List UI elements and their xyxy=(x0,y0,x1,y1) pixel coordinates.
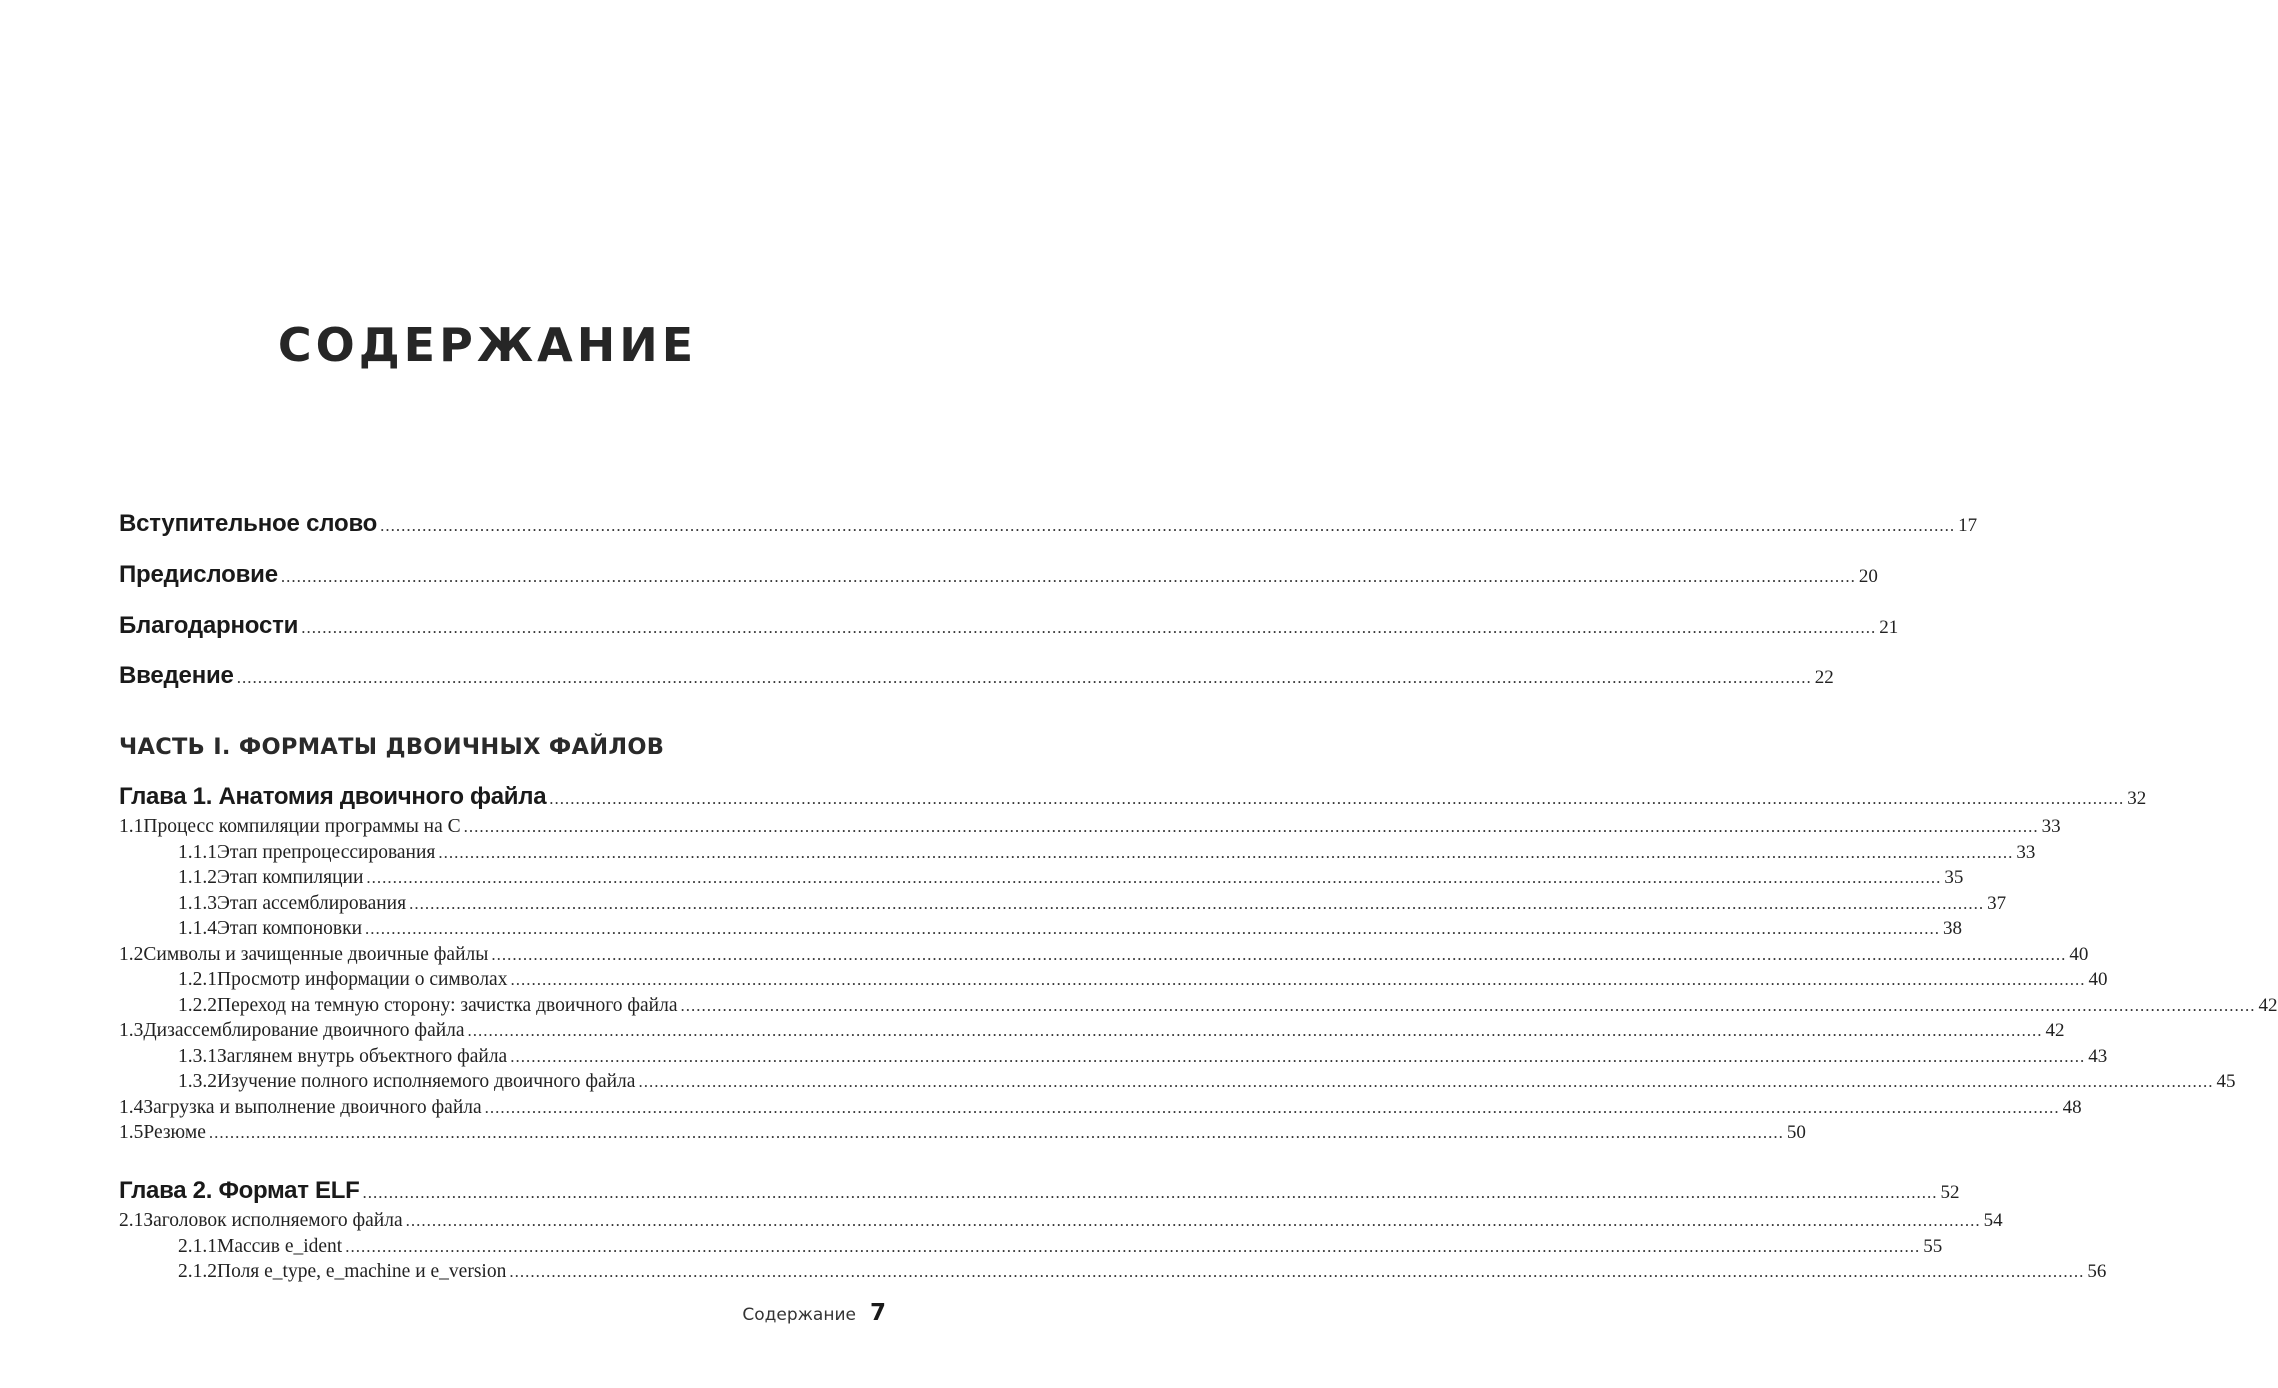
dot-leader: ............................................................................................................................................................................................................................................................................................................ xyxy=(509,1262,2085,1281)
toc-subsection-entry[interactable] xyxy=(178,918,1963,940)
page-number: 7 xyxy=(869,1300,886,1326)
toc-page-number: 52 xyxy=(1940,1182,1960,1203)
dot-leader: ............................................................................................................................................................................................................................................................................................................ xyxy=(409,894,1985,913)
toc-page-number: 37 xyxy=(1987,893,2007,914)
toc-subsection-entry[interactable] xyxy=(178,842,2036,864)
section-title: Этап компиляции xyxy=(217,867,364,888)
dot-leader: ............................................................................................................................................................................................................................................................................................................ xyxy=(680,996,2256,1015)
dot-leader: ............................................................................................................................................................................................................................................................................................................ xyxy=(405,1211,1981,1230)
section-number: 2.1.1 xyxy=(178,1236,217,1257)
toc-page-number: 50 xyxy=(1786,1122,1806,1143)
toc-page-number: 38 xyxy=(1943,918,1963,939)
dot-leader: ............................................................................................................................................................................................................................................................................................................ xyxy=(549,789,2125,808)
toc-section-entry[interactable] xyxy=(119,944,2089,966)
section-number: 1.2.1 xyxy=(178,969,217,990)
toc-subsection-entry[interactable] xyxy=(178,995,2278,1017)
section-number: 1.4 xyxy=(119,1097,144,1118)
section-number: 1.5 xyxy=(119,1122,144,1143)
toc-page-number: 45 xyxy=(2216,1071,2236,1092)
section-title: Процесс компиляции программы на C xyxy=(143,816,461,837)
dot-leader: ............................................................................................................................................................................................................................................................................................................ xyxy=(345,1237,1921,1256)
toc-section-entry[interactable] xyxy=(119,1097,2082,1119)
section-number: 1.1.4 xyxy=(178,918,217,939)
section-number: 1.3 xyxy=(119,1020,144,1041)
section-number: 1.1.2 xyxy=(178,867,217,888)
toc-page-number: 48 xyxy=(2062,1097,2082,1118)
toc-entry-label: Предисловие xyxy=(119,561,278,588)
toc-page-number: 17 xyxy=(1958,515,1978,536)
section-number: 1.2.2 xyxy=(178,995,217,1016)
section-number: 1.2 xyxy=(119,944,144,965)
section-number: 1.1.1 xyxy=(178,842,217,863)
toc-page-number: 33 xyxy=(2041,816,2061,837)
running-footer-label: Содержание xyxy=(742,1305,856,1325)
section-number: 2.1.2 xyxy=(178,1261,217,1282)
toc-page-number: 32 xyxy=(2127,788,2147,809)
dot-leader: ............................................................................................................................................................................................................................................................................................................ xyxy=(484,1098,2060,1117)
section-title: Резюме xyxy=(143,1122,206,1143)
toc-page-number: 20 xyxy=(1858,566,1878,587)
section-title: Переход на темную сторону: зачистка двоичного файла xyxy=(217,995,678,1016)
toc-page-number: 40 xyxy=(2069,944,2089,965)
dot-leader: ............................................................................................................................................................................................................................................................................................................ xyxy=(638,1072,2214,1091)
toc-page-number: 54 xyxy=(1983,1210,2003,1231)
toc-page-number: 42 xyxy=(2258,995,2278,1016)
toc-page-number: 21 xyxy=(1879,617,1899,638)
toc-section-entry[interactable] xyxy=(119,816,2061,838)
section-title: Дизассемблирование двоичного файла xyxy=(143,1020,465,1041)
section-title: Загрузка и выполнение двоичного файла xyxy=(143,1097,482,1118)
toc-page-number: 22 xyxy=(1814,667,1834,688)
part-heading: ЧАСТЬ I. ФОРМАТЫ ДВОИЧНЫХ ФАЙЛОВ xyxy=(119,734,665,760)
toc-subsection-entry[interactable] xyxy=(178,867,1964,889)
section-title: Массив e_ident xyxy=(217,1236,343,1257)
chapter-title: Глава 1. Анатомия двоичного файла xyxy=(119,783,547,810)
section-number: 1.3.2 xyxy=(178,1071,217,1092)
toc-page-number: 43 xyxy=(2088,1046,2108,1067)
toc-entry-label: Благодарности xyxy=(119,612,299,639)
section-title: Этап препроцессирования xyxy=(217,842,436,863)
toc-subsection-entry[interactable] xyxy=(178,1071,2236,1093)
dot-leader: ............................................................................................................................................................................................................................................................................................................ xyxy=(208,1123,1784,1142)
section-title: Изучение полного исполняемого двоичного файла xyxy=(217,1071,636,1092)
section-title: Этап компоновки xyxy=(217,918,363,939)
dot-leader: ............................................................................................................................................................................................................................................................................................................ xyxy=(510,1047,2086,1066)
dot-leader: ............................................................................................................................................................................................................................................................................................................ xyxy=(236,668,1812,687)
section-number: 1.1.3 xyxy=(178,893,217,914)
toc-subsection-entry[interactable] xyxy=(178,1236,1943,1258)
dot-leader: ............................................................................................................................................................................................................................................................................................................ xyxy=(362,1183,1938,1202)
toc-subsection-entry[interactable] xyxy=(178,969,2108,991)
dot-leader: ............................................................................................................................................................................................................................................................................................................ xyxy=(491,945,2067,964)
dot-leader: ............................................................................................................................................................................................................................................................................................................ xyxy=(380,516,1956,535)
toc-front-entry[interactable] xyxy=(119,561,1878,589)
toc-front-entry[interactable] xyxy=(119,510,1978,538)
toc-entry-label: Вступительное слово xyxy=(119,510,378,537)
toc-subsection-entry[interactable] xyxy=(178,1261,2107,1283)
page-title: СОДЕРЖАНИЕ xyxy=(277,318,698,372)
dot-leader: ............................................................................................................................................................................................................................................................................................................ xyxy=(366,868,1942,887)
dot-leader: ............................................................................................................................................................................................................................................................................................................ xyxy=(467,1021,2043,1040)
dot-leader: ............................................................................................................................................................................................................................................................................................................ xyxy=(463,817,2039,836)
toc-page-number: 35 xyxy=(1944,867,1964,888)
toc-section-entry[interactable] xyxy=(119,1020,2065,1042)
section-title: Символы и зачищенные двоичные файлы xyxy=(143,944,489,965)
section-title: Просмотр информации о символах xyxy=(217,969,508,990)
dot-leader: ............................................................................................................................................................................................................................................................................................................ xyxy=(365,919,1941,938)
section-number: 1.3.1 xyxy=(178,1046,217,1067)
toc-front-entry[interactable] xyxy=(119,662,1834,690)
toc-page-number: 40 xyxy=(2088,969,2108,990)
toc-section-entry[interactable] xyxy=(119,1210,2003,1232)
toc-front-entry[interactable] xyxy=(119,612,1899,640)
toc-chapter-entry[interactable] xyxy=(119,1177,1960,1205)
toc-page-number: 56 xyxy=(2087,1261,2107,1282)
dot-leader: ............................................................................................................................................................................................................................................................................................................ xyxy=(301,618,1877,637)
toc-chapter-entry[interactable] xyxy=(119,783,2147,811)
toc-entry-label: Введение xyxy=(119,662,234,689)
section-number: 2.1 xyxy=(119,1210,144,1231)
toc-subsection-entry[interactable] xyxy=(178,893,2007,915)
chapter-title: Глава 2. Формат ELF xyxy=(119,1177,360,1204)
section-title: Заголовок исполняемого файла xyxy=(143,1210,403,1231)
section-title: Поля e_type, e_machine и e_version xyxy=(217,1261,507,1282)
dot-leader: ............................................................................................................................................................................................................................................................................................................ xyxy=(280,567,1856,586)
toc-page-number: 42 xyxy=(2045,1020,2065,1041)
toc-page-number: 33 xyxy=(2016,842,2036,863)
toc-subsection-entry[interactable] xyxy=(178,1046,2108,1068)
toc-page-number: 55 xyxy=(1923,1236,1943,1257)
section-number: 1.1 xyxy=(119,816,144,837)
toc-section-entry[interactable] xyxy=(119,1122,1806,1144)
dot-leader: ............................................................................................................................................................................................................................................................................................................ xyxy=(510,970,2086,989)
section-title: Заглянем внутрь объектного файла xyxy=(217,1046,508,1067)
section-title: Этап ассемблирования xyxy=(217,893,407,914)
dot-leader: ............................................................................................................................................................................................................................................................................................................ xyxy=(438,843,2014,862)
page-footer xyxy=(742,1300,886,1326)
